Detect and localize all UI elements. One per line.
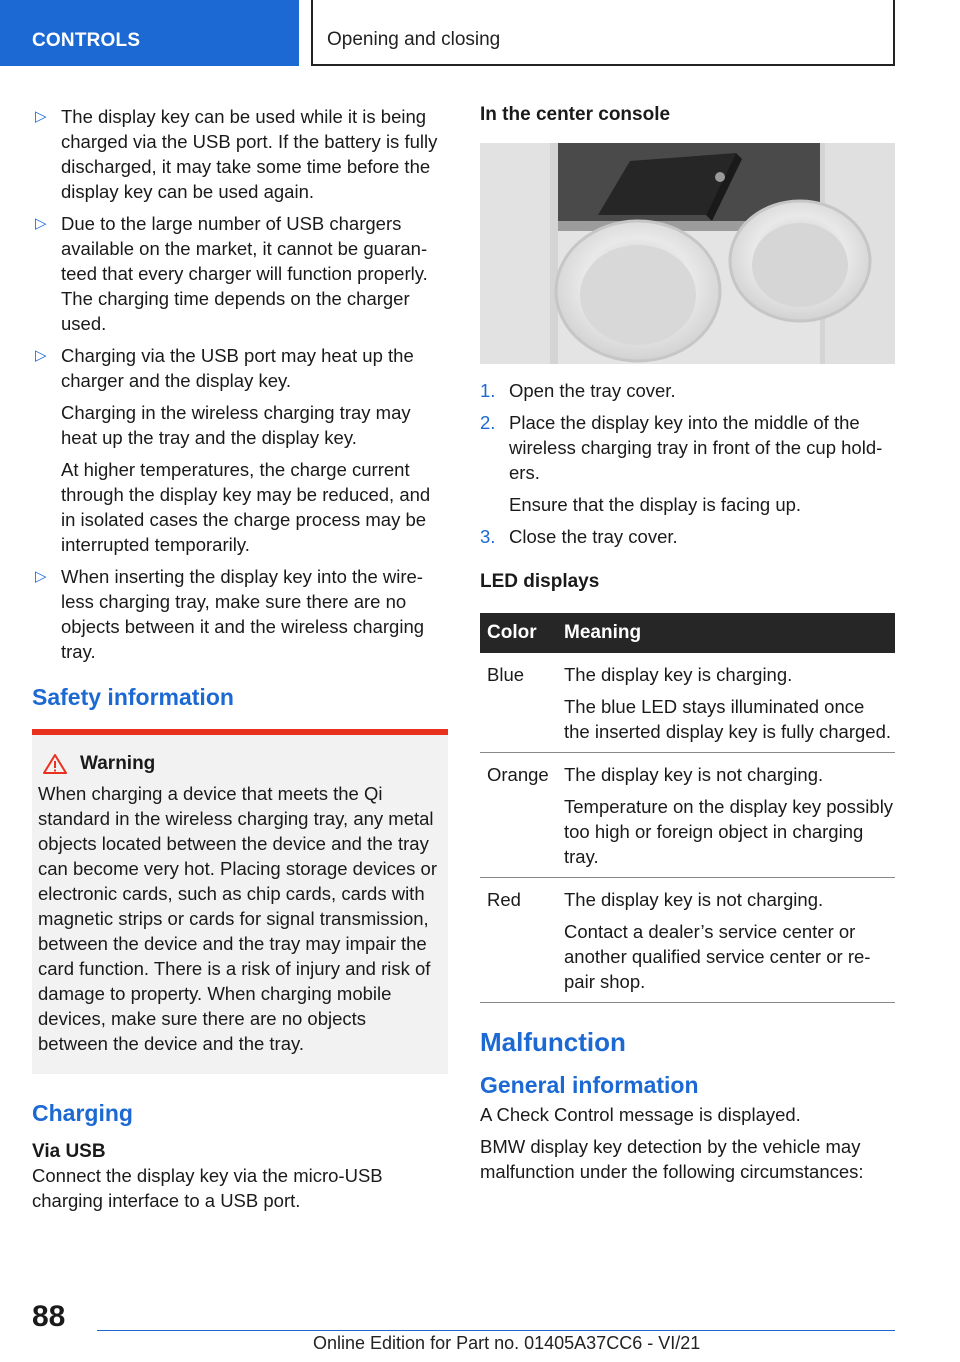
table-header-row (480, 613, 895, 653)
led-meaning-cell (557, 753, 895, 878)
footer-edition: Online Edition for Part no. 01405A37CC6 - VI/21 (313, 1333, 701, 1353)
center-console-photo (480, 143, 895, 364)
step-number: 2. (480, 412, 496, 433)
warning-title (42, 753, 440, 775)
warning-box (32, 729, 448, 1074)
topic-title: Opening and closing (327, 29, 501, 50)
col-header-color: Color (480, 613, 557, 653)
warning-icon (42, 753, 68, 775)
warning-title-text: Warning (80, 753, 156, 774)
warning-text: When charging a device that meets the Qi standard in the wireless charging tray, any metal objects located between the device and the tray can become very hot. Placing storage devices or electronic cards, such as chip cards, cards with magnetic strips or cards for signal transmission, between the device and the tray may impair the card function. There is a risk of injury and risk of damage to property. When charging mobile devices, make sure there are no objects between the device and the tray. (38, 783, 437, 1054)
bullet-text: Charging via the USB port may heat up the charger and the display key. (61, 345, 414, 391)
bullet-list (32, 104, 448, 664)
meaning-line: Contact a dealer’s service center or another qualified service center or repair shop. (564, 921, 871, 992)
step-text: Close the tray cover. (509, 526, 678, 547)
footer-divider (97, 1330, 895, 1331)
meaning-line: Temperature on the display key possibly too high or foreign object in charging tray. (564, 796, 894, 867)
triangle-bullet-icon: ▷ (35, 347, 47, 364)
charging-heading: Charging (32, 1100, 133, 1126)
bullet-text: When inserting the display key into the wireless charging tray, make sure there are no objects between it and the wireless charging tray. (61, 566, 425, 662)
step-item (480, 410, 895, 517)
meaning-line: The blue LED stays illuminated once the inserted display key is fully charged. (564, 696, 892, 742)
section-title: CONTROLS (32, 30, 141, 51)
general-heading: General information (480, 1072, 699, 1098)
left-column (32, 104, 448, 1213)
malfunction-heading: Malfunction (480, 1027, 626, 1057)
led-heading: LED displays (480, 571, 600, 592)
bullet-item (32, 343, 448, 557)
console-heading: In the center console (480, 104, 671, 125)
led-color-cell: Red (480, 878, 557, 1003)
general-text-1: A Check Control message is displayed. (480, 1104, 801, 1125)
topic-tab (311, 0, 895, 66)
led-meaning-cell (557, 653, 895, 753)
step-number: 1. (480, 380, 496, 401)
safety-heading: Safety information (32, 684, 234, 710)
table-row (480, 653, 895, 753)
bullet-text: The display key can be used while it is being charged via the USB port. If the battery is fully discharged, it may take some time before the display key can be used again. (61, 106, 438, 202)
triangle-bullet-icon: ▷ (35, 108, 47, 125)
bullet-text: Due to the large number of USB chargers available on the market, it cannot be guaranteed that every charger will function properly. The charging time depends on the charger used. (61, 213, 428, 334)
col-header-meaning: Meaning (557, 613, 895, 653)
section-tab (0, 0, 299, 66)
step-item (480, 378, 895, 403)
right-column (480, 104, 895, 1184)
meaning-line: The display key is not charging. (564, 889, 824, 910)
via-usb-text: Connect the display key via the micro-USB charging interface to a USB port. (32, 1165, 383, 1211)
step-item (480, 524, 895, 549)
led-color-cell: Orange (480, 753, 557, 878)
led-meaning-cell (557, 878, 895, 1003)
step-list (480, 378, 895, 549)
bullet-subtext: Charging in the wireless charging tray may heat up the tray and the display key. (61, 402, 411, 448)
led-color-cell: Blue (480, 653, 557, 753)
step-text: Place the display key into the middle of the wireless charging tray in front of the cup holders. (509, 412, 883, 483)
via-usb-heading: Via USB (32, 1141, 106, 1162)
meaning-line: The display key is not charging. (564, 764, 824, 785)
bullet-subtext: At higher temperatures, the charge current through the display key may be reduced, and in isolated cases the charge process may be interrupted temporarily. (61, 459, 431, 555)
led-table (480, 613, 895, 1003)
general-text-2: BMW display key detection by the vehicle may malfunction under the following circumstances: (480, 1136, 864, 1182)
bullet-item (32, 564, 448, 664)
triangle-bullet-icon: ▷ (35, 568, 47, 585)
table-row (480, 878, 895, 1003)
step-text: Open the tray cover. (509, 380, 676, 401)
triangle-bullet-icon: ▷ (35, 215, 47, 232)
bullet-item (32, 104, 448, 204)
step-subtext: Ensure that the display is facing up. (509, 494, 802, 515)
bullet-item (32, 211, 448, 336)
meaning-line: The display key is charging. (564, 664, 793, 685)
page-number: 88 (32, 1300, 66, 1333)
step-number: 3. (480, 526, 496, 547)
table-row (480, 753, 895, 878)
